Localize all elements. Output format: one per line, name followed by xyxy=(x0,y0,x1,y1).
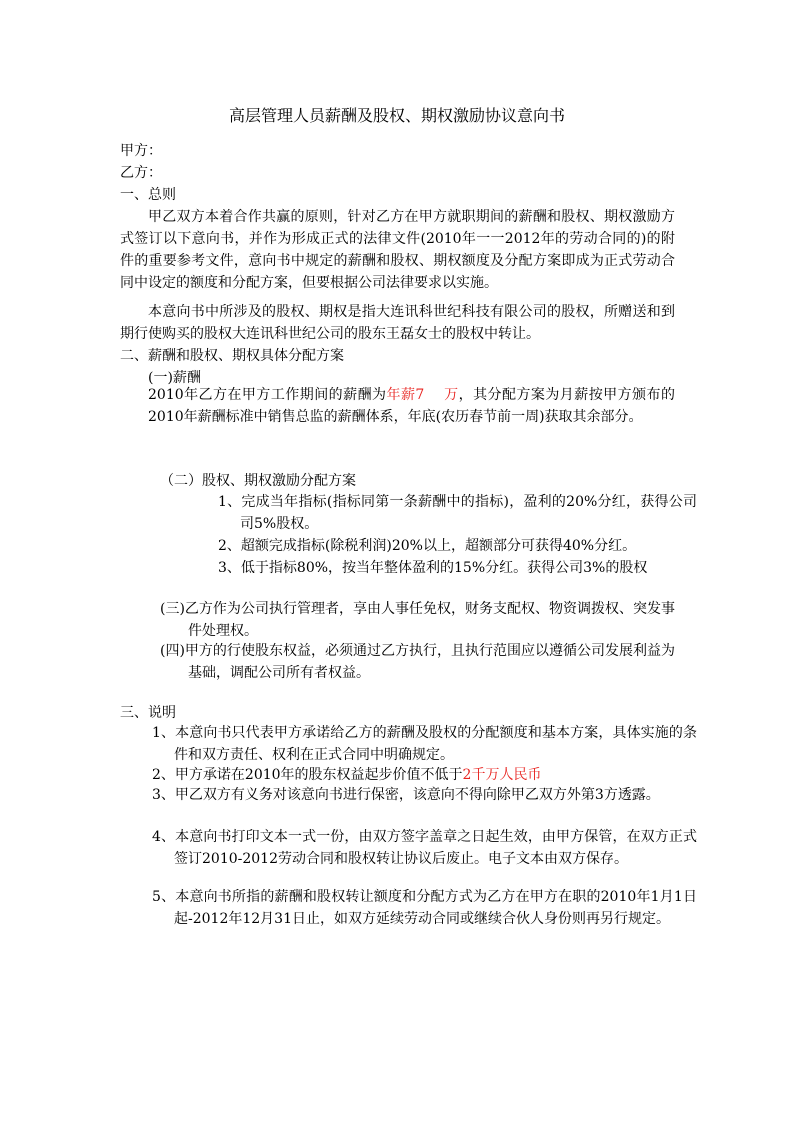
section-1-heading: 一、总则 xyxy=(120,187,176,203)
salary-text-before: 2010年乙方在甲方工作期间的薪酬为 xyxy=(148,387,387,403)
shareholder-rights: (四)甲方的行使股东权益，必须通过乙方执行，且执行范围应以遵循公司发展利益为基础，调配公司所有者权益。 xyxy=(160,643,675,681)
section-1-paragraph-2: 本意向书中所涉及的股权、期权是指大连讯科世纪科技有限公司的股权，所赠送和到期行使购买的股权大连讯科世纪公司的股东王磊女士的股权中转让。 xyxy=(120,304,675,342)
equity-item-2: 2、超额完成指标(除税利润)20%以上，超额部分可获得40%分红。 xyxy=(218,538,637,554)
equity-item-1: 1、完成当年指标(指标同第一条薪酬中的指标)，盈利的20%分红，获得公司司5%股权。 xyxy=(218,494,697,532)
equity-subheading: （二）股权、期权激励分配方案 xyxy=(160,473,356,489)
salary-subheading: (一)薪酬 xyxy=(148,370,201,386)
management-rights: (三)乙方作为公司执行管理者，享由人事任免权，财务支配权、物资调拨权、突发事件处理权。 xyxy=(160,601,675,639)
section-1-paragraph-1: 甲乙双方本着合作共赢的原则，针对乙方在甲方就职期间的薪酬和股权、期权激励方式签订以下意向书，并作为形成正式的法律文件(2010年一一2012年的劳动合同的)的附件的重要参考文件，意向书中规定的薪酬和股权、期权额度及分配方案即成为正式劳动合同中设定的额度和分配方案，但要根据公司法律要求以实施。 xyxy=(120,209,675,291)
note-item-3: 3、甲乙双方有义务对该意向书进行保密，该意向不得向除甲乙双方外第3方透露。 xyxy=(152,787,660,803)
salary-paragraph xyxy=(148,384,675,428)
note-item-2-text: 2、甲方承诺在2010年的股东权益起步价值不低于 xyxy=(152,767,463,783)
note-item-4: 4、本意向书打印文本一式一份，由双方签字盖章之日起生效，由甲方保管，在双方正式签订2010-2012劳动合同和股权转让协议后废止。电子文本由双方保存。 xyxy=(152,829,697,867)
note-item-1: 1、本意向书只代表甲方承诺给乙方的薪酬及股权的分配额度和基本方案，具体实施的条件和双方责任、权利在正式合同中明确规定。 xyxy=(152,725,697,763)
party-a-label: 甲方： xyxy=(120,143,162,159)
note-item-5: 5、本意向书所指的薪酬和股权转让额度和分配方式为乙方在甲方在职的2010年1月1日起-2012年12月31日止，如双方延续劳动合同或继续合伙人身份则再另行规定。 xyxy=(152,889,697,927)
equity-item-3: 3、低于指标80%，按当年整体盈利的15%分红。获得公司3%的股权 xyxy=(218,560,648,576)
salary-text-after: ，其分配方案为月薪按甲方颁布的2010年薪酬标准中销售总监的薪酬体系，年底(农历春节前一周)获取其余部分。 xyxy=(148,387,676,425)
document-title: 高层管理人员薪酬及股权、期权激励协议意向书 xyxy=(228,106,565,125)
section-2-heading: 二、薪酬和股权、期权具体分配方案 xyxy=(120,348,344,364)
section-3-heading: 三、说明 xyxy=(120,705,176,721)
salary-amount: 年薪7 万 xyxy=(386,387,459,403)
note-item-2 xyxy=(152,764,697,786)
equity-value: 2千万人民币 xyxy=(462,767,542,783)
party-b-label: 乙方： xyxy=(120,165,162,181)
